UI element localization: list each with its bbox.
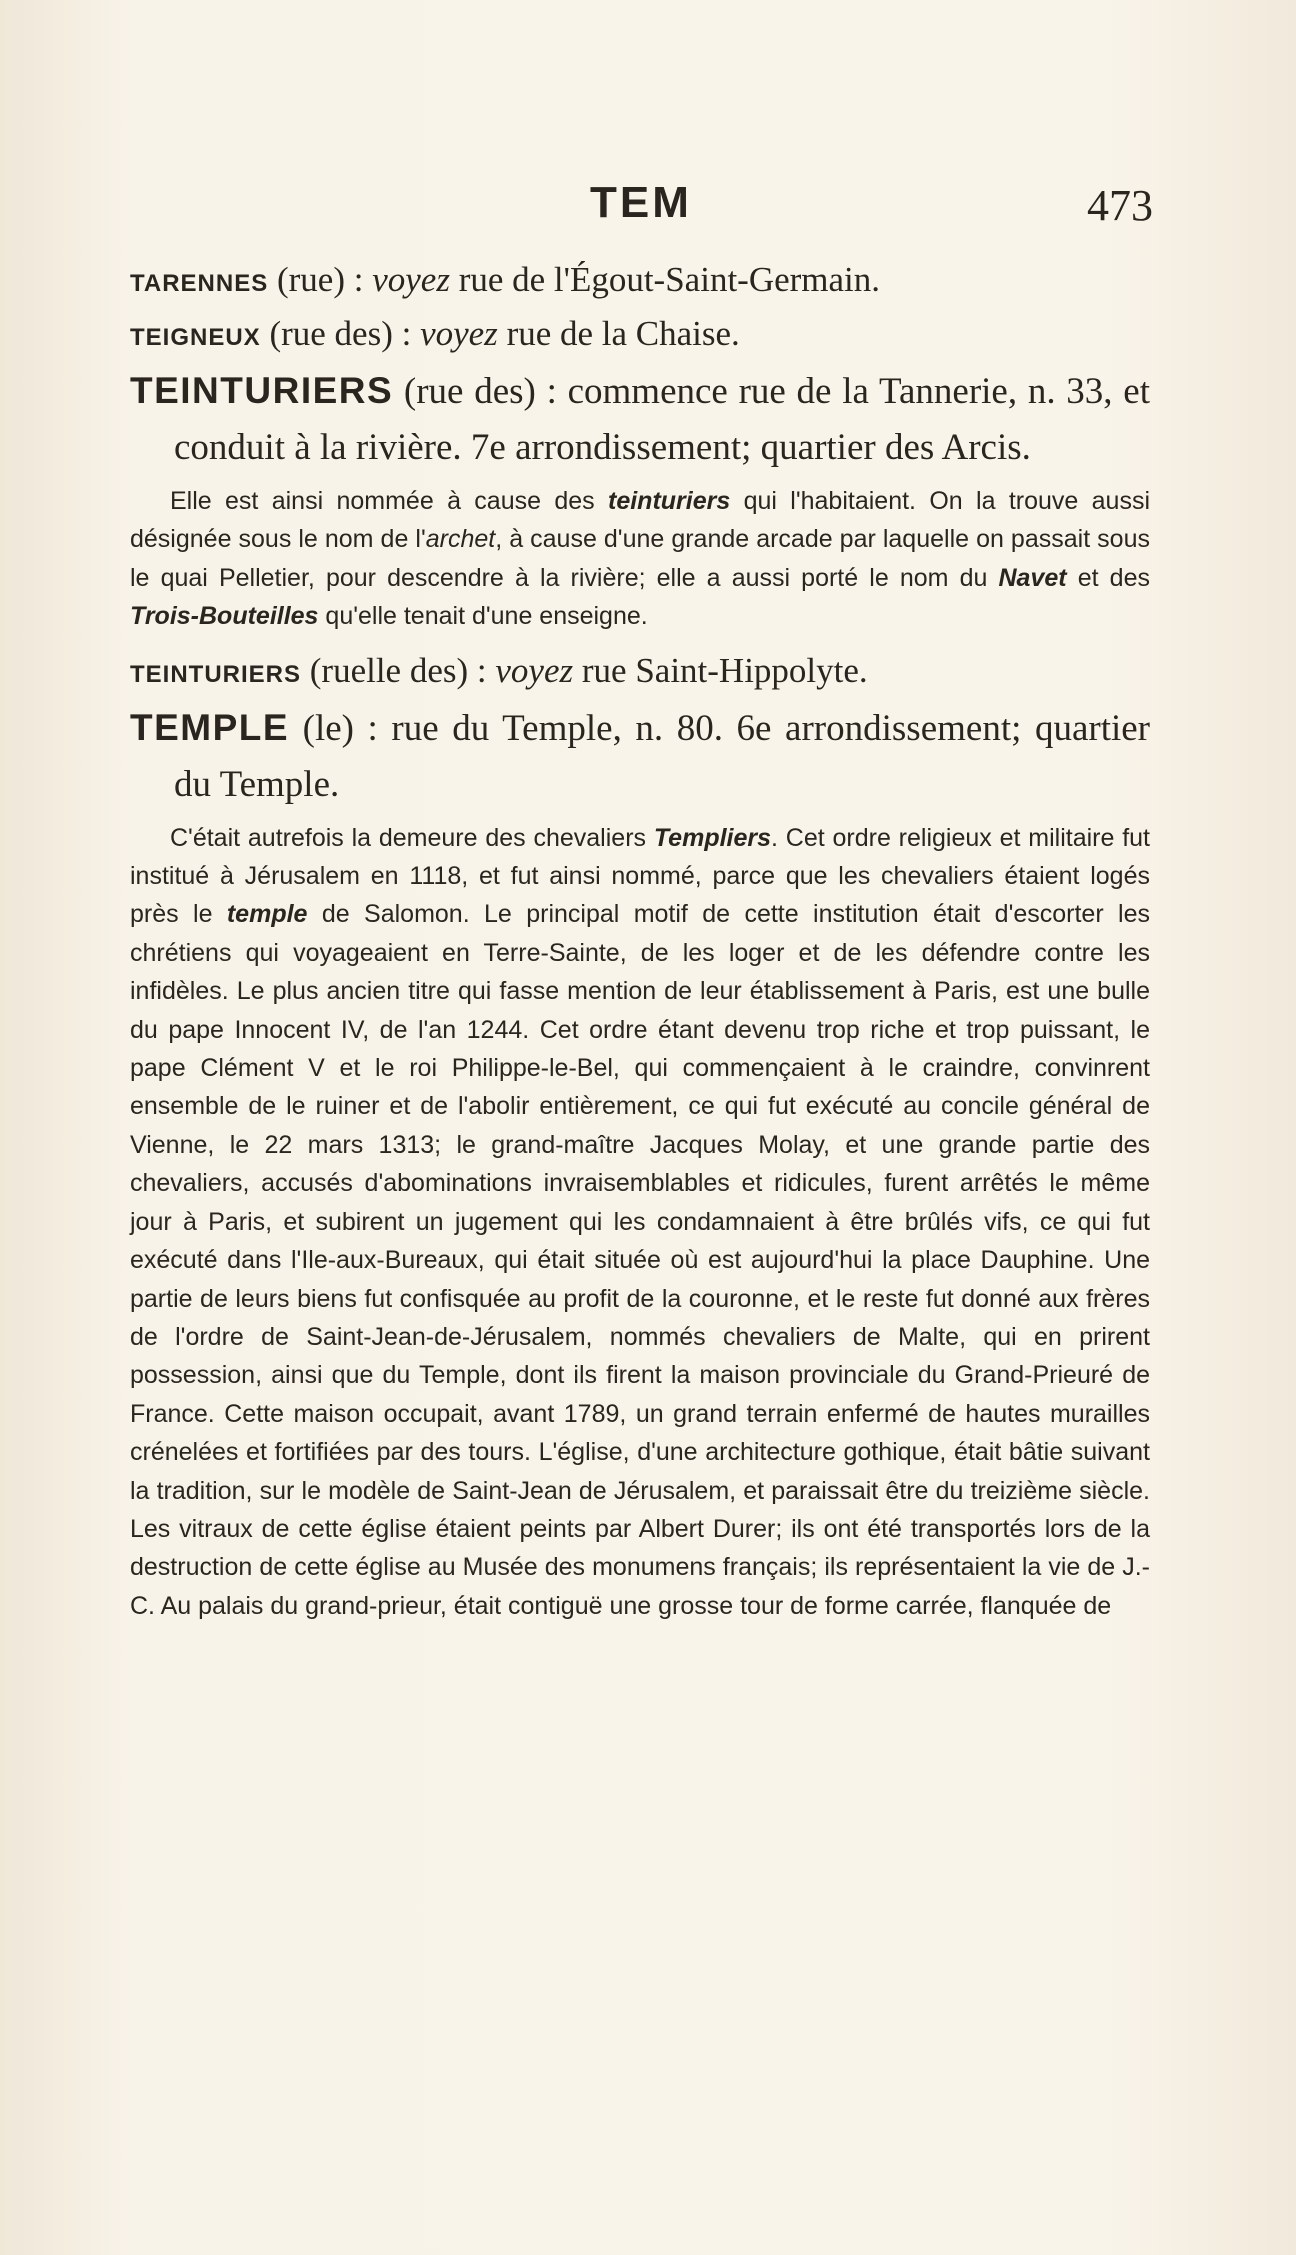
entry-text: (rue des) : commence rue de la Tannerie, n. 33, et conduit à la rivière. 7e arrondissement; quartier des Arcis. [174,371,1150,468]
note-italic: Templiers [653,823,772,852]
running-head: TEM [590,178,692,227]
note-teinturiers [130,482,1150,636]
entry-teigneux [130,309,1150,363]
note-text: qui l'habitaient. On la trouve aussi désignée sous le nom de l' [130,487,1150,554]
page-number: 473 [1087,181,1153,230]
page-header [0,178,1296,238]
entry-teinturiers [130,363,1150,476]
entry-headword: TARENNES [130,270,269,297]
note-text: C'était autrefois la demeure des chevaliers [170,823,654,852]
entry-see: voyez [372,260,450,299]
note-text: , à cause d'une grande arcade par laquelle on passait sous le quai Pelletier, pour descendre à la rivière; elle a aussi porté le nom du [130,525,1150,592]
entry-text: rue de l'Égout-Saint-Germain. [449,260,881,299]
entry-headword: TEINTURIERS [130,370,394,411]
entry-text: (rue des) : [260,314,421,353]
entry-headword: TEIGNEUX [130,324,261,351]
entry-ruelle-teinturiers [130,646,1150,700]
entry-text: rue de la Chaise. [497,314,740,353]
note-text: et des [1066,563,1150,592]
note-italic: Navet [998,563,1067,592]
entry-text: (ruelle des) : [301,650,496,690]
entry-headword: TEINTURIERS [130,660,302,688]
entry-see: voyez [420,314,498,353]
entry-text: (le) : rue du Temple, n. 80. 6e arrondissement; quartier du Temple. [174,707,1150,805]
entry-headword: TEMPLE [130,706,290,748]
note-text: Elle est ainsi nommée à cause des [170,487,608,515]
note-italic: temple [226,900,308,929]
entry-text: rue Saint-Hippolyte. [573,650,868,690]
entry-temple [130,700,1150,813]
note-text: qu'elle tenait d'une enseigne. [318,602,648,631]
note-text: . Cet ordre religieux et militaire fut institué à Jérusalem en 1118, et fut ainsi nommé, parce que les chevaliers étaient logés près le [130,823,1150,929]
note-italic: teinturiers [608,487,731,515]
note-italic: archet [425,525,496,554]
entry-text: (rue) : [268,260,373,299]
entry-see: voyez [495,650,574,690]
note-text: de Salomon. Le principal motif de cette institution était d'escorter les chrétiens qui voyageaient en Terre-Sainte, de les loger et de les défendre contre les infidèles. Le plus ancien titre qui fasse mention de leur établissement à Paris, est une bulle du pape Innocent IV, de l'an 1244. Cet ordre étant devenu trop riche et trop puissant, le pape Clément V et le roi Philippe-le-Bel, qui commençaient à le craindre, convinrent ensemble de le ruiner et de l'abolir entièrement, ce qui fut exécuté au concile général de Vienne, le 22 mars 1313; le grand-maître Jacques Molay, et une grande partie des chevaliers, accusés d'abominations invraisemblables et ridicules, furent arrêtés le même jour à Paris, et subirent un jugement qui les condamnaient à être brûlés vifs, ce qui fut exécuté dans l'Ile-aux-Bureaux, qui était située où est aujourd'hui la place Dauphine. Une partie de leurs biens fut confisquée au profit de la couronne, et le reste fut donné aux frères de l'ordre de Saint-Jean-de-Jérusalem, nommés chevaliers de Malte, qui en prirent possession, ainsi que du Temple, dont ils firent la maison provinciale du Grand-Prieuré de France. Cette maison occupait, avant 1789, un grand terrain enfermé de hautes murailles crénelées et fortifiées par des tours. L'église, d'une architecture gothique, était bâtie suivant la tradition, sur le modèle de Saint-Jean de Jérusalem, et paraissait être du treizième siècle. Les vitraux de cette église étaient peints par Albert Durer; ils ont été transportés lors de la destruction de cette église au Musée des monumens français; ils représentaient la vie de J.-C. Au palais du grand-prieur, était contiguë une grosse tour de forme carrée, flanquée de [130,900,1150,1620]
page-body [130,255,1150,1635]
entry-tarennes [130,255,1150,309]
note-temple [130,819,1150,1626]
note-italic: Trois-Bouteilles [130,602,319,631]
